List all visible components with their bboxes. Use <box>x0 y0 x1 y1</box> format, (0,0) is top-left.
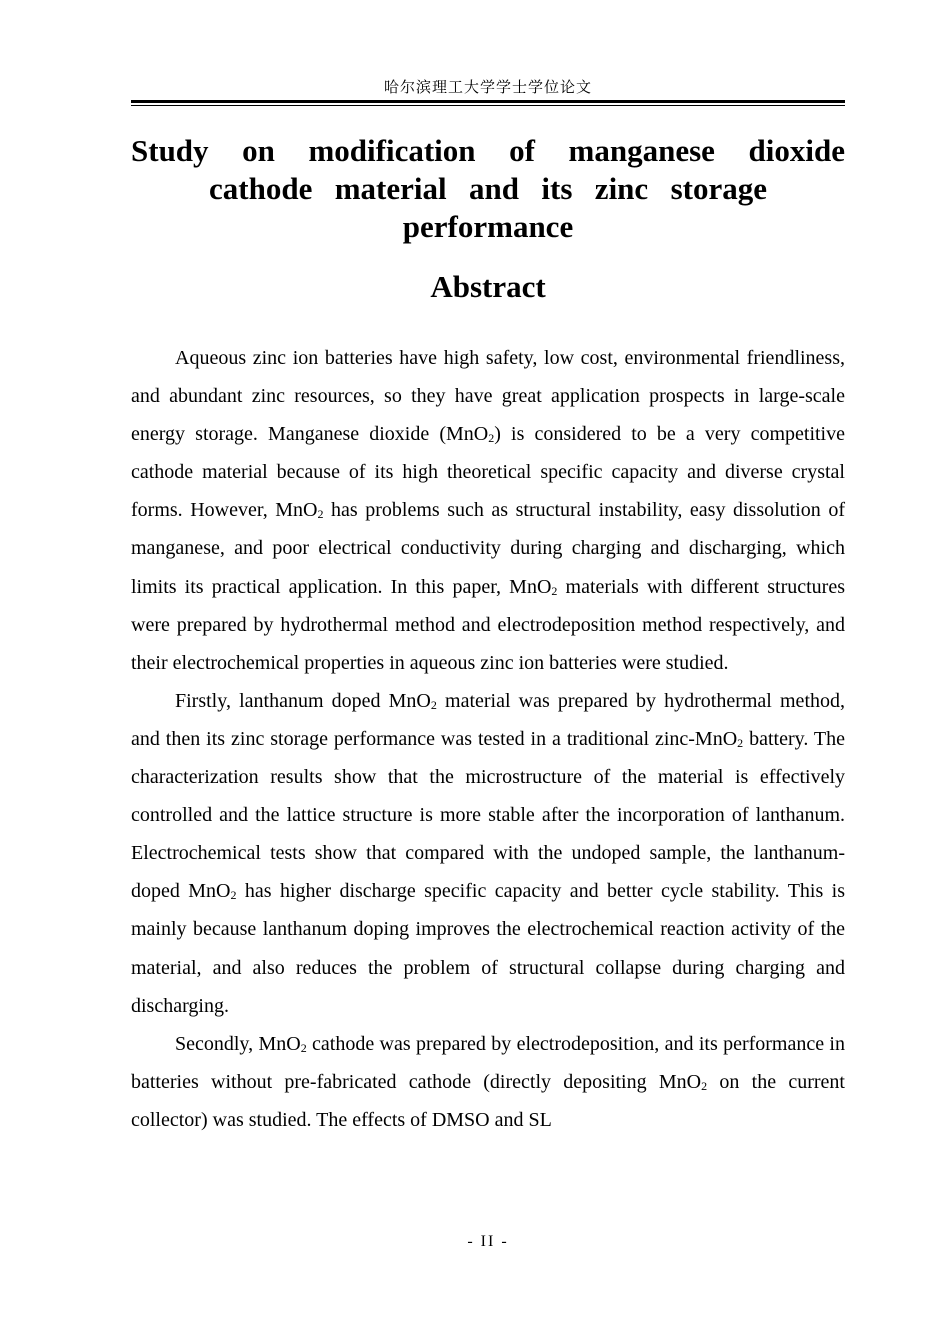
subscript: 2 <box>737 735 744 750</box>
title-line-3: performance <box>402 209 574 244</box>
thesis-title <box>131 132 845 246</box>
subscript: 2 <box>230 888 237 903</box>
subscript: 2 <box>551 583 558 598</box>
abstract-paragraph: Firstly, lanthanum doped MnO$_2$ material was prepared by hydrothermal method, and then its zinc storage performance was tested in a traditional zinc-MnO$_2$ battery. The characterization results show that the microstructure of the material is effectively controlled and the lattice structure is more stable after the incorporation of lanthanum. Electrochemical tests show that compared with the undoped sample, the lanthanum-doped MnO$_2$ has higher discharge specific capacity and better cycle stability. This is mainly because lanthanum doping improves the electrochemical reaction activity of the material, and also reduces the problem of structural collapse during charging and discharging. <box>131 689 846 1017</box>
subscript: 2 <box>430 697 437 712</box>
abstract-heading: Abstract <box>430 269 546 304</box>
subscript: 2 <box>300 1040 307 1055</box>
title-line-1: Study on modification of manganese dioxide <box>131 133 845 168</box>
header-rule-thin <box>131 105 845 106</box>
subscript: 2 <box>701 1078 708 1093</box>
page-number: - II - <box>467 1233 509 1250</box>
running-header: 哈尔滨理工大学学士学位论文 <box>383 80 592 96</box>
abstract-body <box>131 339 845 1139</box>
title-line-2: cathode material and its zinc storage <box>209 171 767 206</box>
header-rule-thick <box>131 100 845 103</box>
abstract-paragraph: Aqueous zinc ion batteries have high safety, low cost, environmental friendliness, and abundant zinc resources, so they have great application prospects in large-scale energy storage. Manganese dioxide (MnO$_2$) is considered to be a very competitive cathode material because of its high theoretical specific capacity and diverse crystal forms. However, MnO$_2$ has problems such as structural instability, easy dissolution of manganese, and poor electrical conductivity during charging and discharging, which limits its practical application. In this paper, MnO$_2$ materials with different structures were prepared by hydrothermal method and electrodeposition method respectively, and their electrochemical properties in aqueous zinc ion batteries were studied. <box>131 347 846 674</box>
abstract-paragraph: Secondly, MnO$_2$ cathode was prepared by electrodeposition, and its performance in batteries without pre-fabricated cathode (directly depositing MnO$_2$ on the current collector) was studied. The effects of DMSO and SL <box>131 1032 845 1131</box>
subscript: 2 <box>488 431 495 446</box>
subscript: 2 <box>317 507 324 522</box>
